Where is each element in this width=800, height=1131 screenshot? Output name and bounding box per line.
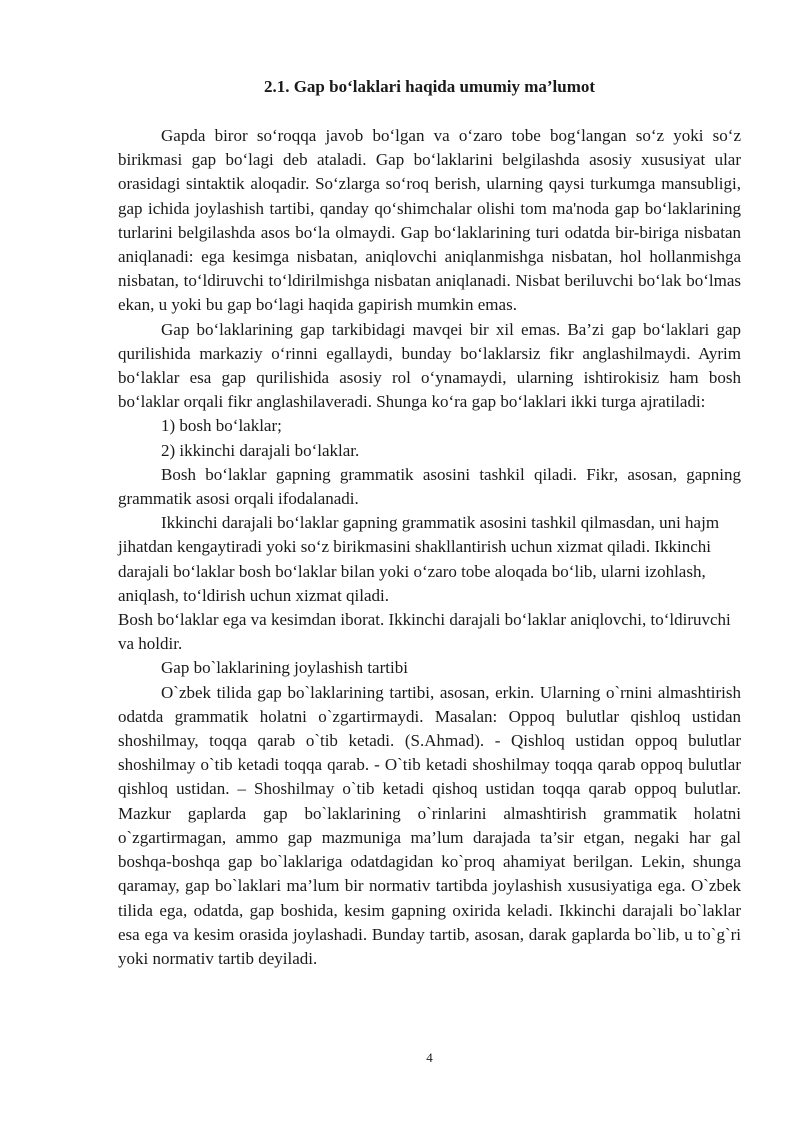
paragraph-parts-composition: Bosh bo‘laklar ega va kesimdan iborat. Ikkinchi darajali bo‘laklar aniqlovchi, to‘ldiruvchi va holdir.: [118, 610, 731, 654]
paragraph-word-order: O`zbek tilida gap bo`laklarining tartibi, asosan, erkin. Ularning o`rnini almashtirish odatda grammatik holatni o`zgartirmaydi. Masalan: Oppoq bulutlar qishloq ustidan shoshilmay, toqqa qarab o`tib ketadi. (S.Ahmad). - Qishloq ustidan oppoq bulutlar shoshilmay o`tib ketadi toqqa qarab. - O`tib ketadi shoshilmay toqqa qarab oppoq bulutlar qishloq ustidan. – Shoshilmay o`tib ketadi qishoq ustidan toqqa qarab oppoq bulutlar. Mazkur gaplarda gap bo`laklarining o`rinlarini almashtirish grammatik holatni o`zgartirmagan, ammo gap mazmuniga ma’lum darajada ta’sir etgan, negaki har gal boshqa-boshqa gap bo`laklariga odatdagidan ko`proq ahamiyat berilgan. Lekin, shunga qaramay, gap bo`laklari ma’lum bir normativ tartibda joylashish xususiyatiga ega. O`zbek tilida ega, odatda, gap boshida, kesim gapning oxirida keladi. Ikkinchi darajali bo`laklar esa ega va kesim orasida joylashadi. Bunday tartib, asosan, darak gaplarda bo`lib, u to`g`ri yoki normativ tartib deyiladi.: [118, 682, 741, 968]
document-page: [118, 0, 741, 1131]
list-item-main-parts: 1) bosh bo‘laklar;: [161, 416, 282, 436]
paragraph-main-parts: Bosh bo‘laklar gapning grammatik asosini tashkil qiladi. Fikr, asosan, gapning grammatik asosi orqali ifodalanadi.: [118, 464, 741, 509]
subheading-word-order: Gap bo`laklarining joylashish tartibi: [161, 658, 408, 678]
page-number: 4: [426, 1050, 433, 1065]
body-text: [118, 124, 741, 971]
paragraph-definition: Gapda biror so‘roqqa javob bo‘lgan va o‘zaro tobe bog‘langan so‘z yoki so‘z birikmasi gap bo‘lagi deb ataladi. Gap bo‘laklarini belgilashda asosiy xususiyat ular orasidagi sintaktik aloqadir. So‘zlarga so‘roq berish, ularning qaysi turkumga mansubligi, gap ichida joylashish tartibi, qanday qo‘shimchalar olishi tom ma'noda gap bo‘laklarining turlarini belgilashda asos bo‘la olmaydi. Gap bo‘laklarining turi odatda bir-biriga nisbatan aniqlanadi: ega kesimga nisbatan, aniqlovchi aniqlanmishga nisbatan, hol hollanmishga nisbatan, to‘ldiruvchi to‘ldirilmishga nisbatan aniqlanadi. Nisbat beriluvchi bo‘lak bo‘lmas ekan, u yoki bu gap bo‘lagi haqida gapirish mumkin emas.: [118, 126, 741, 315]
paragraph-status: Gap bo‘laklarining gap tarkibidagi mavqei bir xil emas. Ba’zi gap bo‘laklari gap qurilishida markaziy o‘rinni egallaydi, bunday bo‘laklarsiz fikr anglashilmaydi. Ayrim bo‘laklar esa gap qurilishida asosiy rol o‘ynamaydi, ularning ishtirokisiz ham bosh bo‘laklar orqali fikr anglashilaveradi. Shunga ko‘ra gap bo‘laklari ikki turga ajratiladi:: [118, 319, 741, 412]
list-item-secondary-parts: 2) ikkinchi darajali bo‘laklar.: [161, 440, 360, 460]
section-heading: 2.1. Gap bo‘laklari haqida umumiy ma’lumot: [263, 77, 596, 96]
paragraph-secondary-parts: Ikkinchi darajali bo‘laklar gapning grammatik asosini tashkil qilmasdan, uni hajm jihatdan kengaytiradi yoki so‘z birikmasini shakllantirish uchun xizmat qiladi. Ikkinchi darajali bo‘laklar bosh bo‘laklar bilan yoki o‘zaro tobe aloqada bo‘lib, ularni izohlash, aniqlash, to‘ldirish uchun xizmat qiladi.: [118, 513, 720, 605]
